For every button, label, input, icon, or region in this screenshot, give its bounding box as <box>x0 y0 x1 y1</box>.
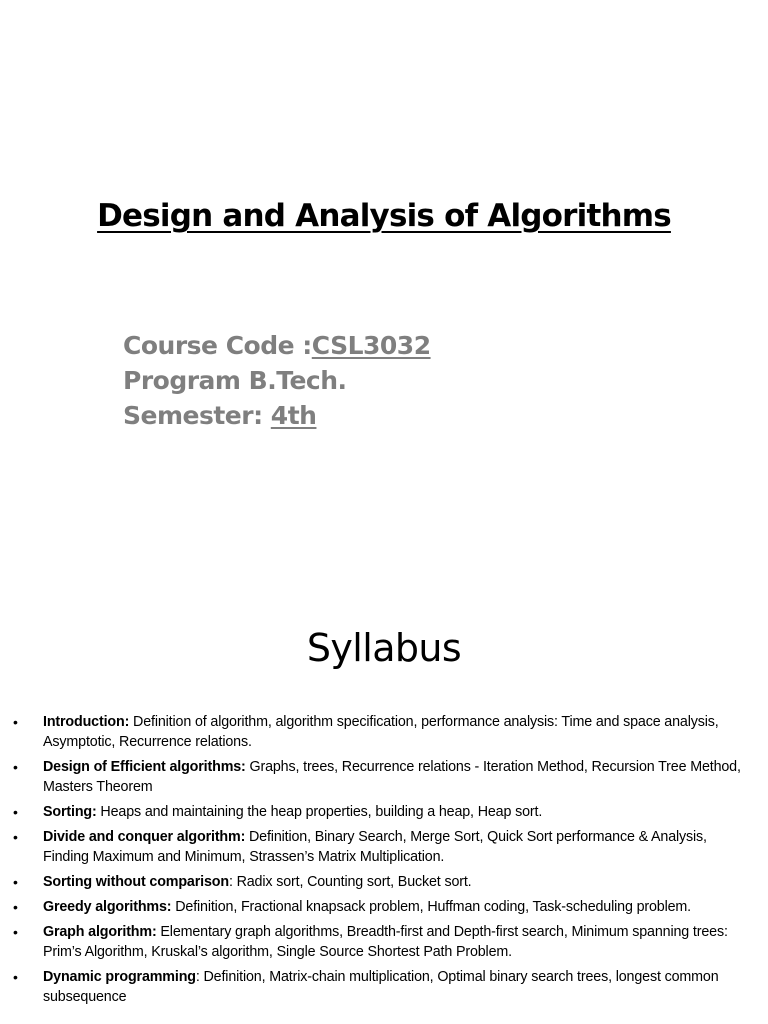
bullet-icon: • <box>13 899 18 915</box>
semester-value: 4th <box>270 401 317 430</box>
course-code-label: Course Code : <box>123 331 312 360</box>
bullet-icon: • <box>13 874 18 890</box>
course-code-value: CSL3032 <box>311 331 431 360</box>
syllabus-item <box>0 712 768 752</box>
bullet-icon: • <box>13 969 18 985</box>
syllabus-topic: Graph algorithm: <box>43 924 157 940</box>
bullet-icon: • <box>13 924 18 940</box>
slide-title: Design and Analysis of Algorithms <box>97 198 671 234</box>
syllabus-heading: Syllabus <box>306 626 462 670</box>
course-info <box>123 328 643 433</box>
bullet-icon: • <box>13 804 18 820</box>
syllabus-text: : Definition, Matrix-chain multiplication, Optimal binary search trees, longest common subsequence <box>43 969 719 1005</box>
semester-label: Semester: <box>123 401 271 430</box>
syllabus-topic: Sorting: <box>43 804 97 820</box>
syllabus-item <box>0 922 768 962</box>
syllabus-topic: Divide and conquer algorithm: <box>43 829 246 845</box>
bullet-icon: • <box>13 829 18 845</box>
syllabus-item <box>0 757 768 797</box>
syllabus-text: Definition of algorithm, algorithm specification, performance analysis: Time and space analysis, Asymptotic, Recurrence relations. <box>43 714 719 750</box>
bullet-icon: • <box>13 759 18 775</box>
course-code-line <box>123 328 643 363</box>
syllabus-text: Graphs, trees, Recurrence relations - Iteration Method, Recursion Tree Method, Masters Theorem <box>43 759 741 795</box>
syllabus-list <box>0 712 768 1012</box>
syllabus-item <box>0 967 768 1007</box>
syllabus-item <box>0 802 768 822</box>
syllabus-text: : Radix sort, Counting sort, Bucket sort. <box>228 874 472 890</box>
bullet-icon: • <box>13 714 18 730</box>
syllabus-item <box>0 897 768 917</box>
syllabus-text: Definition, Binary Search, Merge Sort, Quick Sort performance & Analysis, Finding Maximum and Minimum, Strassen’s Matrix Multiplication. <box>43 829 707 865</box>
syllabus-text: Definition, Fractional knapsack problem, Huffman coding, Task-scheduling problem. <box>171 899 691 915</box>
syllabus-topic: Dynamic programming <box>43 969 196 985</box>
syllabus-topic: Greedy algorithms: <box>43 899 172 915</box>
syllabus-text: Elementary graph algorithms, Breadth-first and Depth-first search, Minimum spanning trees: Prim’s Algorithm, Kruskal’s algorithm, Single Source Shortest Path Problem. <box>43 924 728 960</box>
syllabus-topic: Introduction: <box>43 714 130 730</box>
semester-line <box>123 398 643 433</box>
syllabus-text: Heaps and maintaining the heap properties, building a heap, Heap sort. <box>96 804 543 820</box>
program-line: Program B.Tech. <box>123 366 347 395</box>
syllabus-item <box>0 827 768 867</box>
syllabus-item <box>0 872 768 892</box>
syllabus-topic: Sorting without comparison <box>43 874 229 890</box>
syllabus-topic: Design of Efficient algorithms: <box>43 759 246 775</box>
